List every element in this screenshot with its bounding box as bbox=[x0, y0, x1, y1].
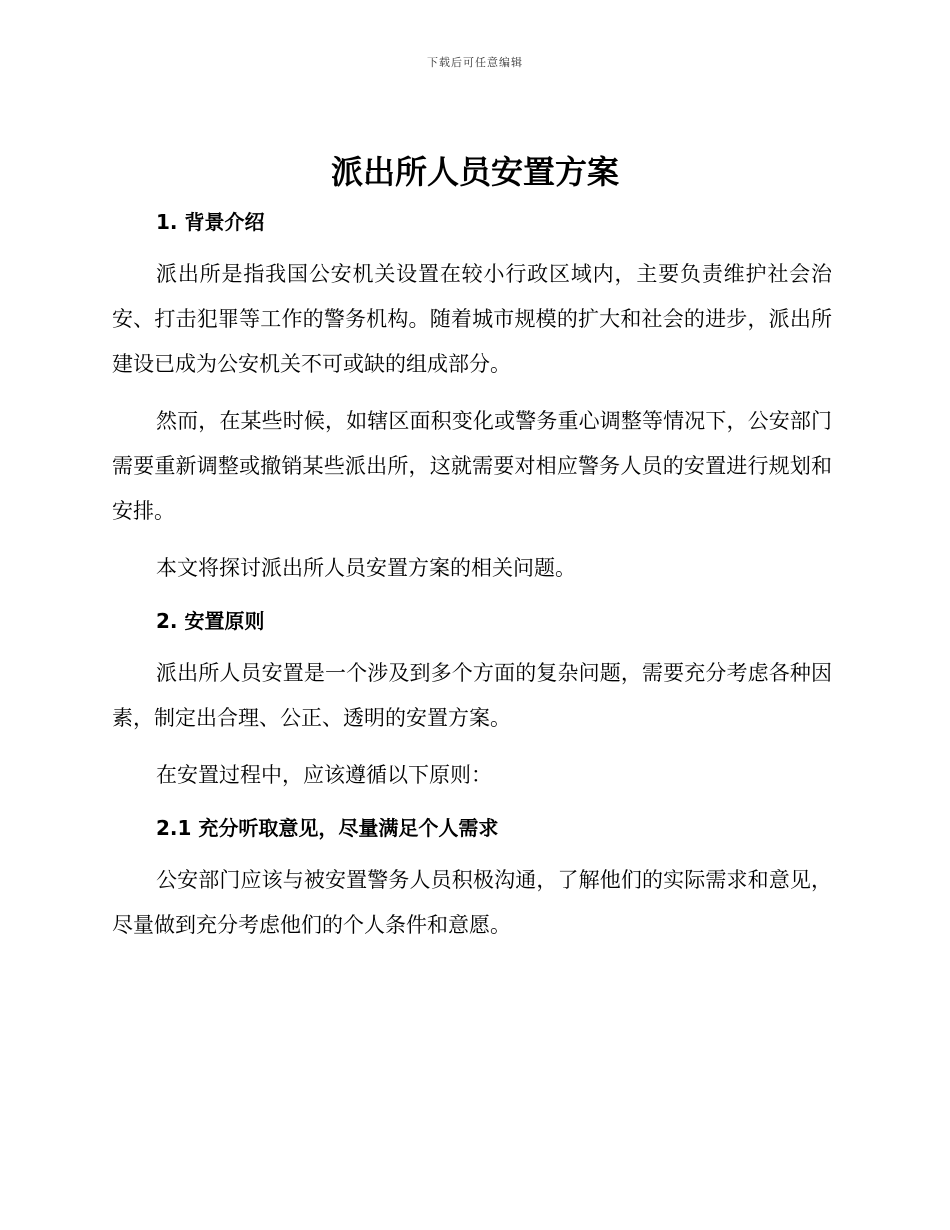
section-heading-background: 1. 背景介绍 bbox=[156, 210, 265, 234]
document-title: 派出所人员安置方案 bbox=[330, 153, 619, 191]
paragraph: 公安部门应该与被安置警务人员积极沟通，了解他们的实际需求和意见，尽量做到充分考虑他们的个人条件和意愿。 bbox=[112, 868, 832, 937]
paragraph: 然而，在某些时候，如辖区面积变化或警务重心调整等情况下，公安部门需要重新调整或撤销某些派出所，这就需要对相应警务人员的安置进行规划和安排。 bbox=[112, 409, 832, 523]
paragraph: 本文将探讨派出所人员安置方案的相关问题。 bbox=[156, 556, 576, 580]
paragraph: 派出所人员安置是一个涉及到多个方面的复杂问题，需要充分考虑各种因素，制定出合理、公正、透明的安置方案。 bbox=[112, 661, 832, 730]
paragraph: 在安置过程中，应该遵循以下原则： bbox=[156, 763, 492, 787]
header-note: 下载后可任意编辑 bbox=[427, 56, 523, 69]
section-heading-listen-opinions: 2.1 充分听取意见，尽量满足个人需求 bbox=[156, 816, 499, 840]
section-heading-principles: 2. 安置原则 bbox=[156, 609, 265, 633]
document-body bbox=[112, 204, 832, 948]
paragraph: 派出所是指我国公安机关设置在较小行政区域内，主要负责维护社会治安、打击犯罪等工作的警务机构。随着城市规模的扩大和社会的进步，派出所建设已成为公安机关不可或缺的组成部分。 bbox=[112, 262, 832, 376]
